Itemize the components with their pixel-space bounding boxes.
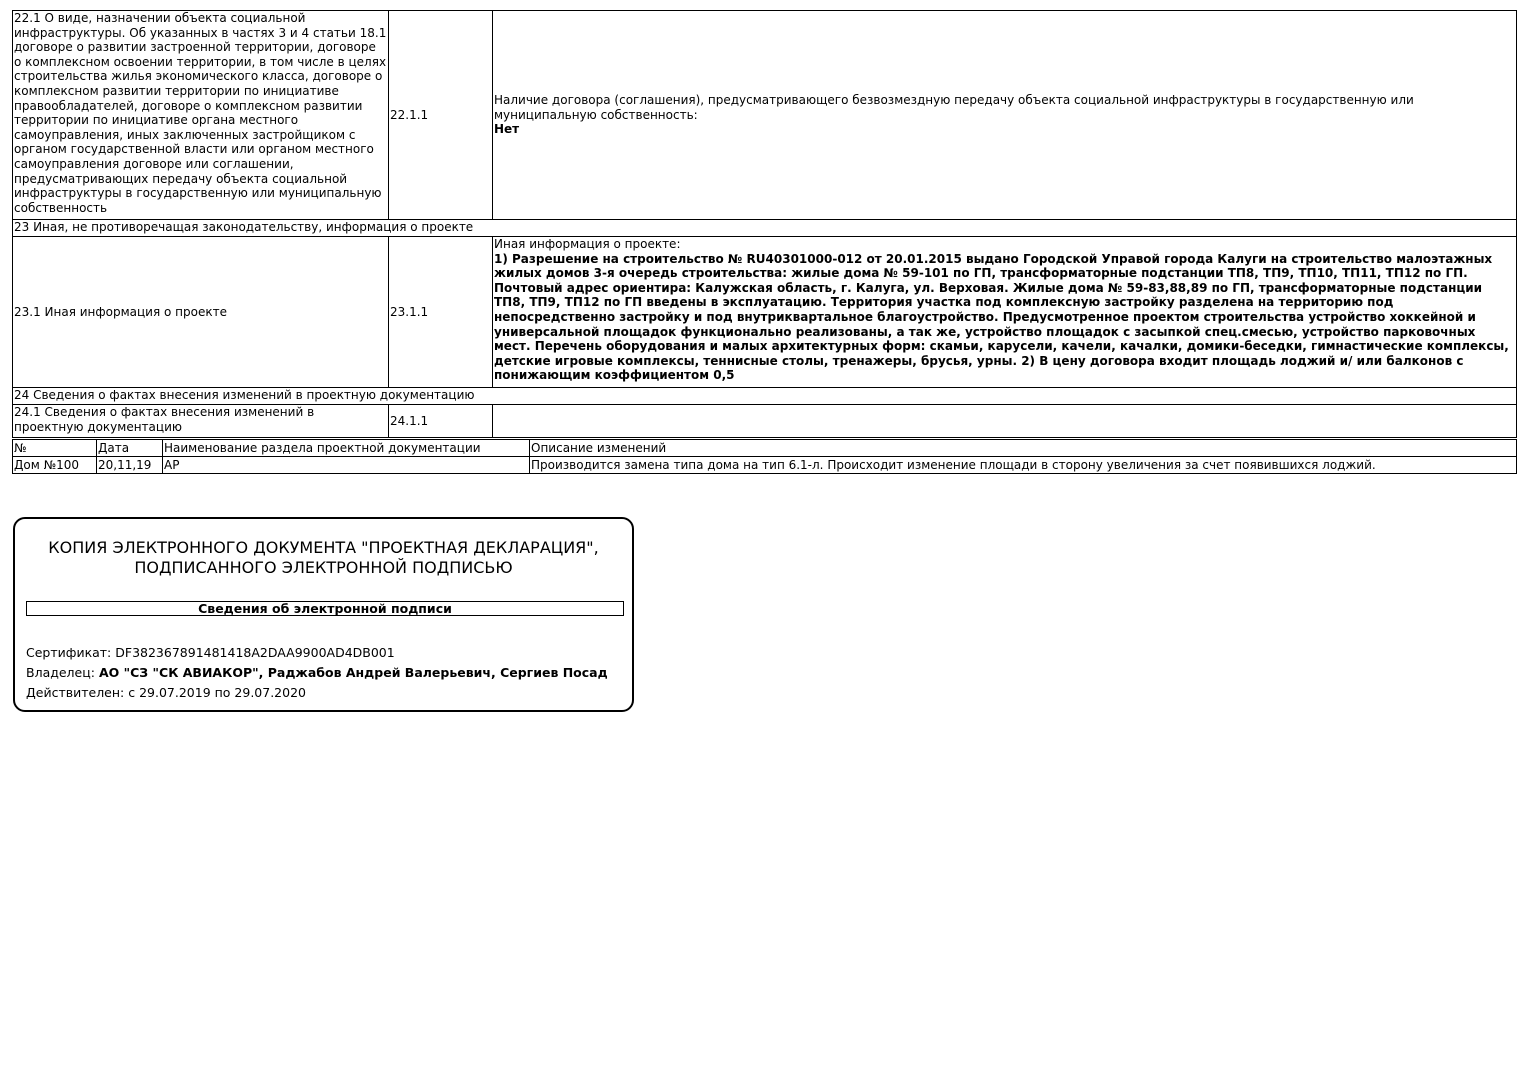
- owner-label: Владелец:: [26, 665, 99, 680]
- section-22-value: Нет: [494, 122, 520, 137]
- stamp-title-line-2: ПОДПИСАННОГО ЭЛЕКТРОННОЙ ПОДПИСЬЮ: [134, 558, 513, 577]
- section-23-value-label: Иная информация о проекте:: [494, 237, 681, 251]
- stamp-title-line-1: КОПИЯ ЭЛЕКТРОННОГО ДОКУМЕНТА "ПРОЕКТНАЯ ДЕКЛАРАЦИЯ",: [48, 538, 599, 557]
- change-number: Дом №100: [13, 457, 97, 474]
- changes-col-date: Дата: [97, 440, 163, 457]
- changes-col-section: Наименование раздела проектной документации: [163, 440, 530, 457]
- table-row: [13, 457, 1517, 474]
- change-date: 20,11,19: [97, 457, 163, 474]
- section-24-title: 24.1 Сведения о фактах внесения изменений в проектную документацию: [13, 405, 389, 438]
- changes-col-description: Описание изменений: [530, 440, 1517, 457]
- section-23-value-cell: [493, 237, 1517, 388]
- changes-col-number: №: [13, 440, 97, 457]
- section-22-code: 22.1.1: [389, 11, 493, 220]
- section-23-header: 23 Иная, не противоречащая законодательству, информация о проекте: [13, 220, 1517, 237]
- section-22-value-label: Наличие договора (соглашения), предусматривающего безвозмездную передачу объекта социальной инфраструктуры в государственную или муниципальную собственность:: [494, 93, 1414, 122]
- certificate-line: [26, 645, 395, 661]
- owner-line: [26, 665, 608, 681]
- section-22-title: 22.1 О виде, назначении объекта социальной инфраструктуры. Об указанных в частях 3 и 4 статьи 18.1 договоре о развитии застроенной территории, договоре о комплексном освоении территории, в том числе в целях строительства жилья экономического класса, договоре о комплексном развитии территории по инициативе правообладателей, договоре о комплексном развитии территории по инициативе органа местного самоуправления, иных заключенных застройщиком с органом государственной власти или органом местного самоуправления договоре или соглашении, предусматривающих передачу объекта социальной инфраструктуры в государственную или муниципальную собственность: [13, 11, 389, 220]
- section-23-title: 23.1 Иная информация о проекте: [13, 237, 389, 388]
- change-section: АР: [163, 457, 530, 474]
- section-24-header: 24 Сведения о фактах внесения изменений в проектную документацию: [13, 388, 1517, 405]
- section-23-code: 23.1.1: [389, 237, 493, 388]
- section-24-value: [493, 405, 1517, 438]
- declaration-table: [12, 10, 1517, 438]
- section-22-value-cell: [493, 11, 1517, 220]
- section-24-code: 24.1.1: [389, 405, 493, 438]
- row-23-header: [13, 220, 1517, 237]
- changes-table: [12, 439, 1517, 474]
- row-24-1: [13, 405, 1517, 438]
- row-22-1: [13, 11, 1517, 220]
- validity-value: с 29.07.2019 по 29.07.2020: [128, 685, 306, 700]
- row-24-header: [13, 388, 1517, 405]
- changes-header-row: [13, 440, 1517, 457]
- stamp-subtitle: Сведения об электронной подписи: [26, 601, 624, 616]
- validity-line: [26, 685, 306, 701]
- certificate-label: Сертификат:: [26, 645, 116, 660]
- section-23-value: 1) Разрешение на строительство № RU40301000-012 от 20.01.2015 выдано Городской Управой города Калуги на строительство малоэтажных жилых домов 3-я очередь строительства: жилые дома № 59-101 по ГП, трансформаторные подстанции ТП8, ТП9, ТП10, ТП11, ТП12 по ГП. Почтовый адрес ориентира: Калужская область, г. Калуга, ул. Верховая. Жилые дома № 59-83,88,89 по ГП, трансформаторные подстанции ТП8, ТП9, ТП12 по ГП введены в эксплуатацию. Территория участка под комплексную застройку разделена на территорию под непосредственно застройку и под внутриквартальное благоустройство. Предусмотренное проектом строительства устройство хоккейной и универсальной площадок функционально реализованы, а так же, устройство площадок с засыпкой спец.смесью, устройство парковочных мест. Перечень оборудования и малых архитектурных форм: скамьи, карусели, качели, качалки, домики-беседки, гимнастические комплексы, детские игровые комплексы, теннисные столы, тренажеры, брусья, урны. 2) В цену договора входит площадь лоджий и/ или балконов с понижающим коэффициентом 0,5: [494, 251, 1509, 383]
- validity-label: Действителен:: [26, 685, 129, 700]
- row-23-1: [13, 237, 1517, 388]
- change-description: Производится замена типа дома на тип 6.1-л. Происходит изменение площади в сторону увеличения за счет появившихся лоджий.: [530, 457, 1517, 474]
- signature-stamp: [13, 517, 634, 712]
- owner-value: АО "СЗ "СК АВИАКОР", Раджабов Андрей Валерьевич, Сергиев Посад: [98, 665, 608, 680]
- certificate-value: DF382367891481418A2DAA9900AD4DB001: [115, 645, 395, 660]
- stamp-title: [15, 538, 632, 578]
